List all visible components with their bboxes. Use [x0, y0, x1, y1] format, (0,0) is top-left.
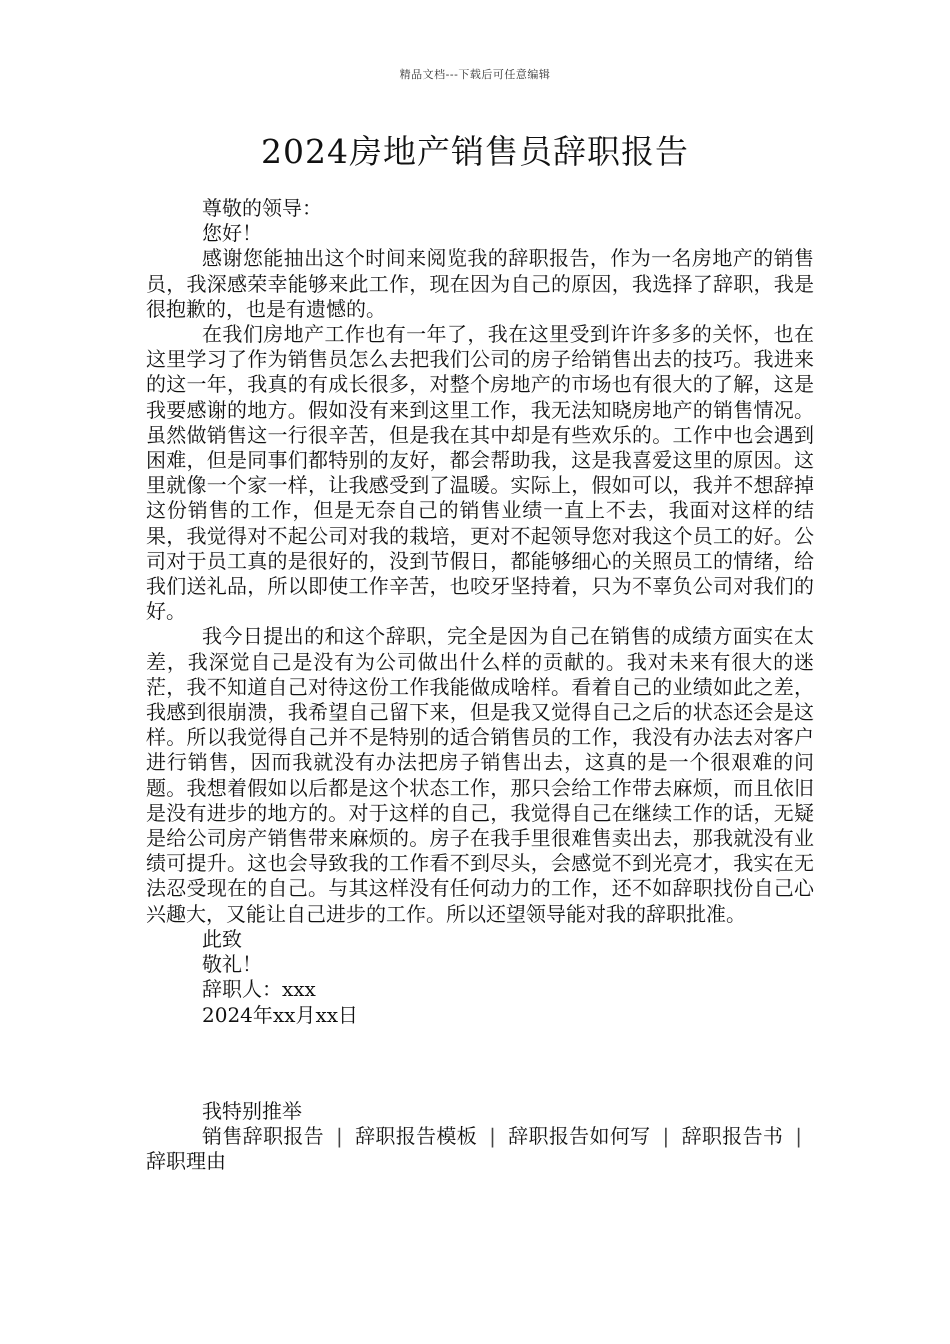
- document-title: 2024房地产销售员辞职报告: [261, 132, 689, 171]
- closing-line-2: 敬礼！: [202, 952, 262, 977]
- recommend-links: [146, 1124, 814, 1174]
- recommend-link-sales-resignation[interactable]: 销售辞职报告: [202, 1123, 324, 1148]
- date: 2024年xx月xx日: [202, 1002, 359, 1027]
- paragraph-intro: 感谢您能抽出这个时间来阅览我的辞职报告，作为一名房地产的销售员，我深感荣幸能够来此工作，现在因为自己的原因，我选择了辞职，我是很抱歉的，也是有遗憾的。: [146, 246, 814, 321]
- paragraph-gratitude: 在我们房地产工作也有一年了，我在这里受到许许多多的关怀，也在这里学习了作为销售员怎么去把我们公司的房子给销售出去的技巧。我进来的这一年，我真的有成长很多，对整个房地产的市场也有很大的了解，这是我要感谢的地方。假如没有来到这里工作，我无法知晓房地产的销售情况。虽然做销售这一行很辛苦，但是我在其中却是有些欢乐的。工作中也会遇到困难，但是同事们都特别的友好，都会帮助我，这是我喜爱这里的原因。这里就像一个家一样，让我感受到了温暖。实际上，假如可以，我并不想辞掉这份销售的工作，但是无奈自己的销售业绩一直上不去，我面对这样的结果，我觉得对不起公司对我的栽培，更对不起领导您对我这个员工的好。公司对于员工真的是很好的，没到节假日，都能够细心的关照员工的情绪，给我们送礼品，所以即使工作辛苦，也咬牙坚持着，只为不辜负公司对我们的好。: [146, 322, 814, 624]
- closing-line-1: 此致: [202, 926, 242, 951]
- paragraph-reason: 我今日提出的和这个辞职，完全是因为自己在销售的成绩方面实在太差，我深觉自己是没有为公司做出什么样的贡献的。我对未来有很大的迷茫，我不知道自己对待这份工作我能做成啥样。看着自己的业绩如此之差，我感到很崩溃，我希望自己留下来，但是我又觉得自己之后的状态还会是这样。所以我觉得自己并不是特别的适合销售员的工作，我没有办法去对客户进行销售，因而我就没有办法把房子销售出去，这真的是一个很艰难的问题。我想着假如以后都是这个状态工作，那只会给工作带去麻烦，而且依旧是没有进步的地方的。对于这样的自己，我觉得自己在继续工作的话，无疑是给公司房产销售带来麻烦的。房子在我手里很难售卖出去，那我就没有业绩可提升。这也会导致我的工作看不到尽头，会感觉不到光亮才，我实在无法忍受现在的自己。与其这样没有任何动力的工作，还不如辞职找份自己心兴趣大，又能让自己进步的工作。所以还望领导能对我的辞职批准。: [146, 624, 814, 926]
- recommend-link-reasons[interactable]: 辞职理由: [146, 1149, 226, 1174]
- link-separator: |: [795, 1123, 803, 1148]
- link-separator: |: [336, 1123, 343, 1148]
- signature: 辞职人：xxx: [202, 977, 316, 1002]
- recommend-link-letter[interactable]: 辞职报告书: [681, 1123, 784, 1148]
- recommend-link-how-to-write[interactable]: 辞职报告如何写: [507, 1123, 651, 1148]
- salutation: 尊敬的领导：: [202, 196, 322, 220]
- document-body: [146, 196, 814, 1174]
- link-separator: |: [489, 1123, 496, 1148]
- header-note: 精品文档---下载后可任意编辑: [399, 68, 551, 81]
- recommend-link-template[interactable]: 辞职报告模板: [354, 1123, 478, 1148]
- greeting: 您好！: [202, 221, 262, 246]
- recommend-heading: 我特别推举: [202, 1098, 302, 1123]
- spacer: [146, 1028, 814, 1099]
- link-separator: |: [662, 1123, 670, 1148]
